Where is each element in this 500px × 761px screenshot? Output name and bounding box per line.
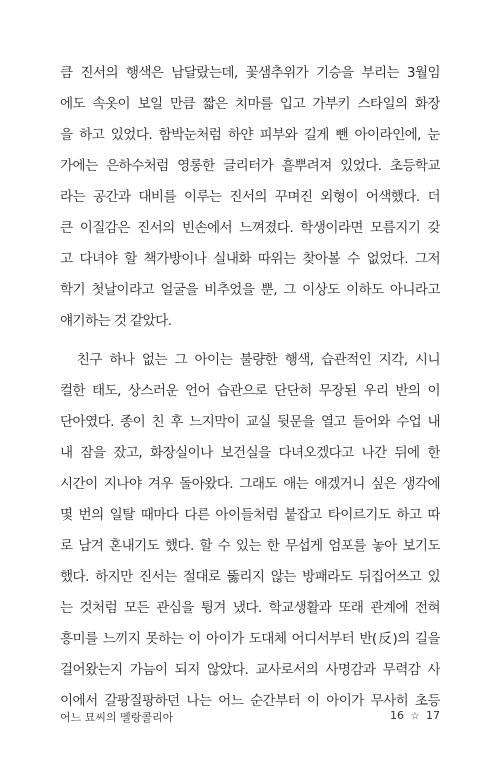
text-line: 친구 하나 없는 그 아이는 불량한 행색, 습관적인 지각, 시니 [60,352,440,368]
text-line: 얘기하는 것 같았다. [60,313,172,329]
text-line: 몇 번의 일탈 때마다 다른 아이들처럼 붙잡고 타이르기도 하고 따 [60,507,440,523]
text-line: 학기 첫날이라고 얼굴을 비추었을 뿐, 그 이상도 이하도 아니라고 [60,282,440,298]
text-line: 시간이 지나야 겨우 돌아왔다. 그래도 애는 애겠거니 싶은 생각에 [60,476,440,492]
text-line: 는 것처럼 모든 관심을 튕겨 냈다. 학교생활과 또래 관계에 전혀 [60,600,440,616]
paragraph [60,58,440,337]
text-line: 로 남겨 혼내기도 했다. 할 수 있는 한 무섭게 엄포를 놓아 보기도 [60,538,440,554]
book-title: 어느 묘씨의 멜랑콜리아 [60,711,174,724]
text-line: 걸어왔는지 가늠이 되지 않았다. 교사로서의 사명감과 무력감 사 [60,662,440,678]
text-line: 흥미를 느끼지 못하는 이 아이가 도대체 어디서부터 반(反)의 길을 [60,631,440,647]
page-number-left: 16 [390,709,405,722]
body-text [60,58,440,717]
text-line: 단아였다. 종이 친 후 느지막이 교실 뒷문을 열고 들어와 수업 내 [60,414,440,430]
text-line: 에도 속옷이 보일 만큼 짧은 치마를 입고 가부키 스타일의 화장 [60,96,440,112]
star-icon: ☆ [410,711,420,722]
text-line: 라는 공간과 대비를 이루는 진서의 꾸며진 외형이 어색했다. 더 [60,189,440,205]
text-line: 큼 진서의 행색은 남달랐는데, 꽃샘추위가 기승을 부리는 3월임 [60,65,440,81]
text-line: 이에서 갈팡질팡하던 나는 어느 순간부터 이 아이가 무사히 초등 [60,693,440,709]
paragraph-gap [60,337,440,345]
text-line: 내 잠을 잤고, 화장실이나 보건실을 다녀오겠다고 나간 뒤에 한 [60,445,440,461]
paragraph [60,345,440,717]
text-line: 가에는 은하수처럼 영롱한 글리터가 흩뿌려져 있었다. 초등학교 [60,158,440,174]
text-line: 컬한 태도, 상스러운 언어 습관으로 단단히 무장된 우리 반의 이 [60,383,440,399]
page-number-right: 17 [426,709,440,722]
text-line: 을 하고 있었다. 함박눈처럼 하얀 피부와 길게 뺀 아이라인에, 눈 [60,127,440,143]
text-line: 했다. 하지만 진서는 절대로 뚫리지 않는 방패라도 뒤집어쓰고 있 [60,569,440,585]
text-line: 큰 이질감은 진서의 빈손에서 느껴졌다. 학생이라면 모름지기 갖 [60,220,440,236]
page-numbers [390,709,440,722]
text-line: 고 다녀야 할 책가방이나 실내화 따위는 찾아볼 수 없었다. 그저 [60,251,440,267]
